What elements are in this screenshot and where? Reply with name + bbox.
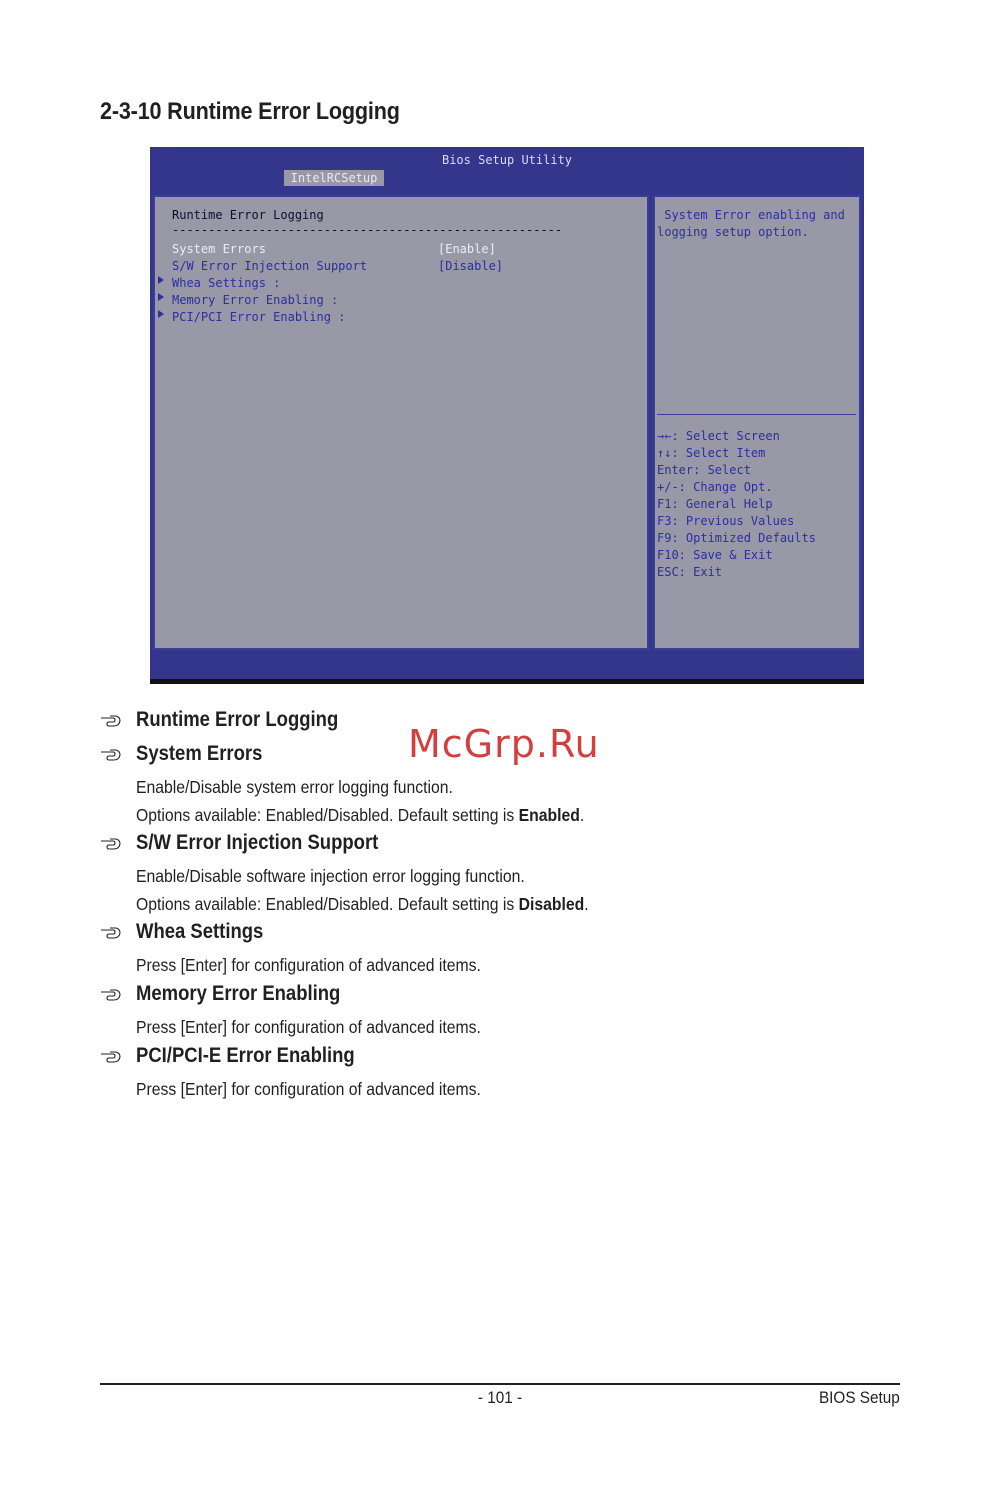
pointing-hand-icon: [100, 836, 122, 850]
key-help-esc: ESC: Exit: [657, 565, 723, 579]
key-help-f1: F1: General Help: [657, 497, 773, 511]
submenu-arrow-icon: [158, 310, 164, 318]
submenu-pci-error-enabling[interactable]: PCI/PCI Error Enabling :: [172, 310, 346, 324]
item-heading: System Errors: [136, 742, 263, 765]
help-text-line-1: System Error enabling and: [657, 208, 845, 222]
help-text-line-2: logging setup option.: [657, 225, 809, 239]
default-value: Disabled: [518, 894, 585, 914]
item-description: Press [Enter] for configuration of advanced items.: [136, 1017, 481, 1037]
key-help-f10: F10: Save & Exit: [657, 548, 773, 562]
item-heading: PCI/PCI-E Error Enabling: [136, 1044, 355, 1067]
key-help-select-screen: →←: Select Screen: [657, 429, 780, 443]
item-heading: S/W Error Injection Support: [136, 831, 379, 854]
footer-divider: [100, 1383, 900, 1385]
item-description: Press [Enter] for configuration of advanced items.: [136, 1079, 481, 1099]
bios-tab-intelrcsetup[interactable]: IntelRCSetup: [284, 170, 384, 186]
submenu-arrow-icon: [158, 293, 164, 301]
setting-system-errors-value[interactable]: [Enable]: [438, 242, 496, 256]
submenu-whea-settings[interactable]: Whea Settings :: [172, 276, 281, 290]
key-help-enter: Enter: Select: [657, 463, 751, 477]
item-heading: Runtime Error Logging: [136, 708, 339, 731]
watermark: McGrp.Ru: [408, 722, 600, 766]
pointing-hand-icon: [100, 713, 122, 727]
item-options: Options available: Enabled/Disabled. Default setting is Enabled.: [136, 805, 585, 825]
key-help-f3: F3: Previous Values: [657, 514, 795, 528]
submenu-arrow-icon: [158, 276, 164, 284]
item-description: Enable/Disable system error logging function.: [136, 777, 453, 797]
bios-bottom-bar: [150, 661, 864, 679]
bios-help-panel: [653, 195, 861, 650]
setting-system-errors-label[interactable]: System Errors: [172, 242, 266, 256]
bios-screen-title: Runtime Error Logging: [172, 208, 324, 222]
page-number: - 101 -: [477, 1388, 523, 1407]
bios-body: [150, 186, 864, 661]
item-description: Enable/Disable software injection error logging function.: [136, 866, 525, 886]
pointing-hand-icon: [100, 987, 122, 1001]
pointing-hand-icon: [100, 925, 122, 939]
footer-section-name: BIOS Setup: [819, 1388, 900, 1407]
bios-screenshot: [150, 147, 864, 684]
item-heading: Whea Settings: [136, 920, 264, 943]
bios-settings-panel: [153, 195, 649, 650]
item-description: Press [Enter] for configuration of advanced items.: [136, 955, 481, 975]
default-value: Enabled: [518, 805, 580, 825]
item-options: Options available: Enabled/Disabled. Default setting is Disabled.: [136, 894, 589, 914]
section-title: 2-3-10 Runtime Error Logging: [100, 98, 400, 125]
key-help-f9: F9: Optimized Defaults: [657, 531, 816, 545]
setting-sw-error-injection-value[interactable]: [Disable]: [438, 259, 504, 273]
bios-title: Bios Setup Utility: [441, 153, 573, 167]
pointing-hand-icon: [100, 1049, 122, 1063]
pointing-hand-icon: [100, 747, 122, 761]
bios-separator: ------------------------------------------------------: [172, 223, 563, 237]
setting-sw-error-injection-label[interactable]: S/W Error Injection Support: [172, 259, 368, 273]
key-help-select-item: ↑↓: Select Item: [657, 446, 766, 460]
item-heading: Memory Error Enabling: [136, 982, 341, 1005]
key-help-change-opt: +/-: Change Opt.: [657, 480, 773, 494]
bios-bottom-edge: [150, 679, 864, 684]
help-divider: [657, 414, 856, 415]
submenu-memory-error-enabling[interactable]: Memory Error Enabling :: [172, 293, 339, 307]
